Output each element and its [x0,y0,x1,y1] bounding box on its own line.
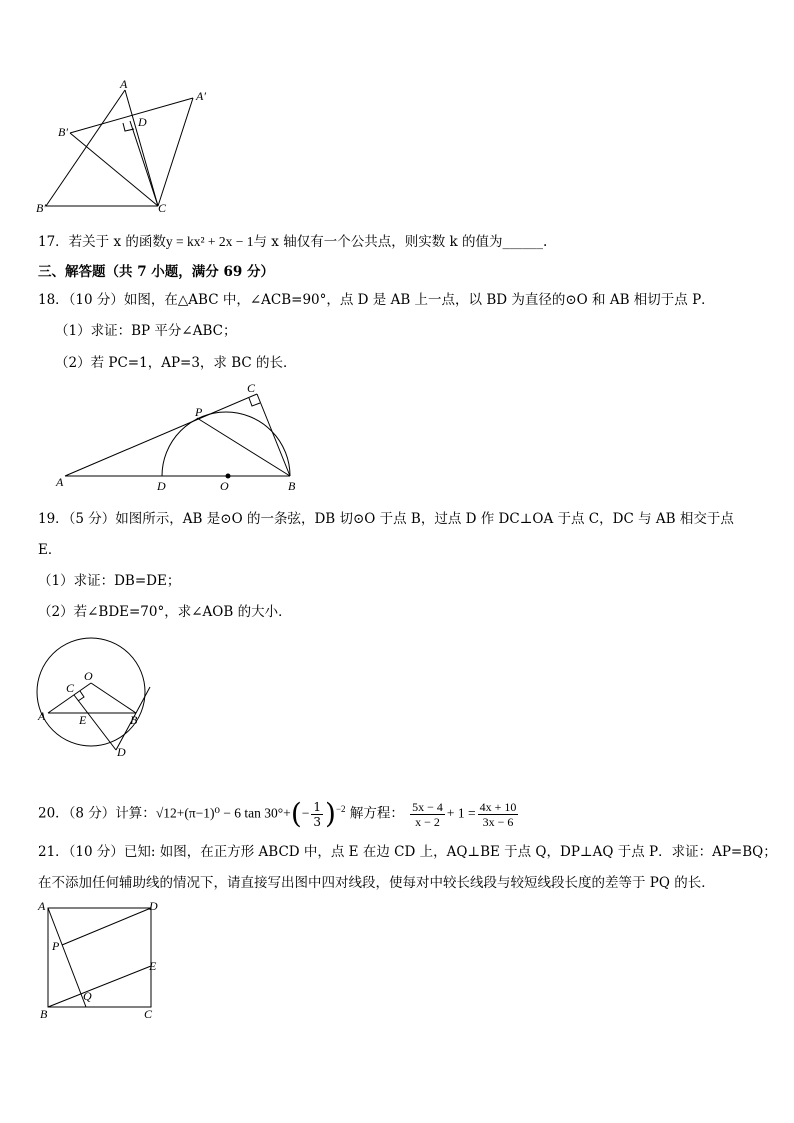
label-a: A [38,899,46,913]
label-c: C [247,381,256,395]
question-21-line1: 21．（10 分）已知: 如图，在正方形 ABCD 中，点 E 在边 CD 上，AQ⊥BE 于点 Q，DP⊥AQ 于点 P．求证：AP=BQ； [38,844,777,860]
question-18-part1: （1）求证：BP 平分∠ABC； [55,323,237,339]
label-c: C [144,1007,153,1021]
question-21-line2: 在不添加任何辅助线的情况下，请直接写出图中四对线段，使每对中较长线段与较短线段长度的差等于 PQ 的长． [38,875,715,891]
question-19-stem-cont: E． [38,542,62,558]
label-p: P [195,405,203,419]
label-e: E [149,959,157,973]
q20-eq-plus: + 1 = [446,805,476,821]
label-q: Q [83,989,92,1003]
question-20: 20．（8 分）计算：√12+(π−1)⁰ − 6 tan 30°+(− $\frac{1}{3}$ )$^{-2}$ 解方程： $\frac{5x - 4}{x - 2}$ + 1 = $\frac{4x + 10}{3x - 6}$ [38,797,517,830]
label-c: C [66,681,75,695]
figure-q18 [50,380,310,495]
label-a: A [120,77,128,91]
question-18-stem: 18．（10 分）如图，在△ABC 中，∠ACB=90°，点 D 是 AB 上一点，以 BD 为直径的⊙O 和 AB 相切于点 P． [38,292,715,308]
q20-fraction: $\frac{1}{3}$ [313,799,322,829]
label-b: B [130,713,138,727]
label-e: E [79,713,87,727]
label-b: B [288,479,296,493]
label-b-prime: B′ [58,125,68,139]
label-d: D [117,745,126,759]
q20-mid: 解方程： [349,805,404,822]
q17-pre: 17．若关于 x 的函数 [38,234,166,250]
label-b: B [40,1007,48,1021]
figure-q21 [36,898,171,1028]
label-d: D [157,479,166,493]
label-a: A [38,709,46,723]
question-19-stem: 19．（5 分）如图所示，AB 是⊙O 的一条弦，DB 切⊙O 于点 B，过点 D 作 DC⊥OA 于点 C，DC 与 AB 相交于点 [38,511,734,527]
label-o: O [220,479,229,493]
figure-q16 [30,78,230,228]
q17-post: 与 x 轴仅有一个公共点，则实数 k 的值为______. [253,234,548,250]
label-a: A [56,475,64,489]
q20-term2: +(π−1)⁰ − 6 tan 30°+ [176,805,291,821]
label-p: P [52,939,60,953]
question-17 [38,233,547,251]
question-18-part2: （2）若 PC=1，AP=3，求 BC 的长． [55,355,297,371]
question-19-part2: （2）若∠BDE=70°，求∠AOB 的大小． [38,604,292,620]
label-b: B′ [36,201,46,215]
section-heading: 三、解答题（共 7 小题，满分 69 分） [38,264,274,280]
label-a-prime: A′ [196,89,206,103]
label-c: C [158,201,167,215]
label-o: O [84,669,93,683]
q20-sqrt: √12 [155,805,177,821]
label-d: D [138,115,147,129]
q20-left-fraction: $\frac{5x - 4}{x - 2}$ [412,799,443,829]
q20-prefix: 20．（8 分）计算： [38,805,156,822]
figure-q19 [36,632,176,767]
q17-function: y = kx² + 2x − 1 [165,234,254,249]
question-19-part1: （1）求证：DB=DE； [38,573,181,589]
label-d: D [149,899,158,913]
q20-right-fraction: $\frac{4x + 10}{3x - 6}$ [479,799,517,829]
q20-exponent: −2 [335,804,346,814]
